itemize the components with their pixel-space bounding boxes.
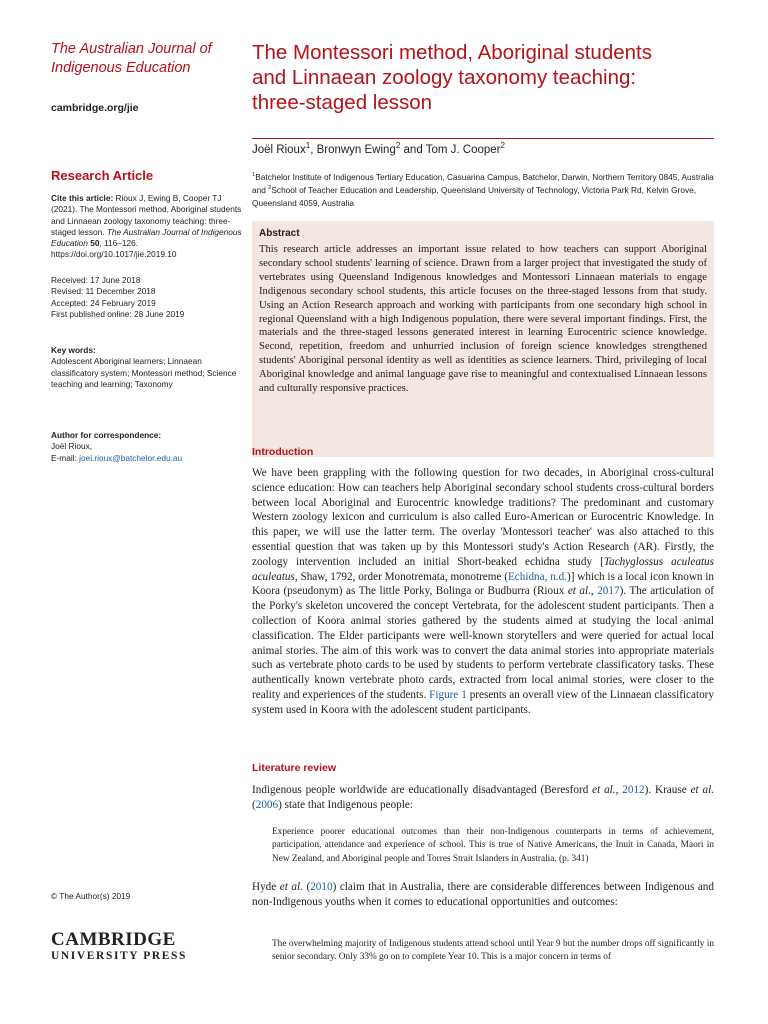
cite-doi[interactable]: , 116–126. https://doi.org/10.1017/jie.2019.10 [51, 238, 177, 260]
title-line-1: The Montessori method, Aboriginal students [252, 41, 652, 64]
title-line-3: three-staged lesson [252, 91, 433, 114]
abstract-box [252, 221, 714, 457]
lit-text-5: ) state that Indigenous people: [278, 798, 413, 811]
hyde-etal: et al. [279, 881, 303, 893]
intro-text-1: We have been grappling with the following question for two decades, in Aboriginal cross-cultural science education: How can teachers help Aboriginal secondary school students cross-cultural borders between local Aboriginal and Eurocentric knowledge traditions? The predominant and customary Western zoology lexicon and curriculum is also called Euro-American or Eurocentric Knowledge. In this paper, we will use the latter term. The overlay 'Montessori teacher' was also attached to this essential question that was taken up by this Montessori study's Action Research (AR). Firstly, the zoology intervention included an initial Short-beaked echidna study [ [252, 467, 714, 568]
lit-etal-1: et al. [592, 784, 616, 796]
lit-text-2: , [615, 784, 623, 796]
literature-review-heading: Literature review [252, 762, 337, 774]
ref-2006-link[interactable]: 2006 [255, 798, 279, 811]
author-sep-2: and [400, 144, 426, 156]
journal-url-link[interactable]: cambridge.org/jie [51, 102, 139, 114]
citation-block [51, 193, 243, 261]
intro-text-3: )] which is a local icon known in Koora (pseudonym) as The little Porky, Bolinga or Budburra (Rioux [252, 570, 714, 598]
lit-text-1: Indigenous people worldwide are educationally disadvantaged (Beresford [252, 784, 593, 796]
intro-text-6: presents an overall view of the Linnaean classificatory system used in Koora with the adolescent student participants. [252, 688, 714, 716]
author-1: Joël Rioux [252, 144, 306, 156]
hyde-text-2: ( [302, 881, 311, 893]
cite-label: Cite this article: [51, 193, 114, 203]
lit-text-3: ). Krause [644, 784, 691, 796]
title-line-2: and Linnaean zoology taxonomy teaching: [252, 66, 637, 89]
intro-heading: Introduction [252, 446, 314, 458]
lit-etal-2: et al. [690, 784, 714, 796]
date-received: Received: 17 June 2018 [51, 275, 141, 285]
article-title [252, 40, 714, 115]
author-2: Bronwyn Ewing [316, 144, 396, 156]
affil-sup-2: 2 [268, 185, 272, 192]
keywords-text: Adolescent Aboriginal learners; Linnaean classificatory system; Montessori method; Science teaching and learning; Taxonomy [51, 356, 237, 389]
ref-2017-link[interactable]: 2017 [597, 585, 620, 598]
abstract-text: This research article addresses an important issue related to how teachers can support Aboriginal secondary school students' learning of science. Drawn from a larger project that investigated the study of vertebrates using Queensland Indigenous knowledges and Montessori Linnaean materials to engage Indigenous secondary school students, this article focuses on the three-staged lessons from that study. Using an Action Research approach and working with participants from one secondary high school in regional Queensland with a high Indigenous population, there were several important findings. First, the materials and the three-staged lessons generated interest in learning Eurocentric science knowledge. Second, repetition, freedom and unhurried inclusion of foreign science knowledges strengthened students' Aboriginal personal identity as well as identities as science learners. Third, privileging of local Aboriginal knowledge and animal language gave rise to meaningful and contextualised Linnaean lessons and culturally responsive practices. [259, 244, 707, 395]
lit-text-4: ( [252, 798, 256, 811]
journal-name-line1: The Australian Journal of [51, 41, 212, 57]
author-3: Tom J. Cooper [425, 144, 501, 156]
publisher-logo [51, 930, 191, 963]
ref-2012-link[interactable]: 2012 [622, 784, 645, 796]
authors [252, 141, 505, 156]
correspondence-label: Author for correspondence: [51, 430, 162, 440]
block-quote-1: Experience poorer educational outcomes than their non-Indigenous counterparts in terms of achievement, participation, attendance and experience of school. This is true of Native Americans, the Inuit in Canada, Maori in New Zealand, and Aboriginal people and Torres Strait Islanders in Australia. (p. 341) [272, 827, 714, 864]
hyde-text-3: ) claim that in Australia, there are considerable differences between Indigenous and non-Indigenous youths when it comes to educational opportunities and outcomes: [252, 881, 714, 908]
sidebar [51, 40, 242, 962]
correspondence-block [51, 430, 243, 464]
affil-text-1: Batchelor Institute of Indigenous Tertiary Education, Casuarina Campus, Batchelor, Darwin, Northern Territory 0845, Australia and [252, 172, 714, 195]
author-sep-1: , [310, 144, 317, 156]
email-link[interactable]: joel.rioux@batchelor.edu.au [79, 452, 183, 463]
journal-name [51, 40, 241, 78]
intro-paragraph [252, 466, 714, 718]
publisher-line2: UNIVERSITY PRESS [51, 950, 188, 962]
intro-text-4: , [590, 585, 598, 598]
dates-block [51, 275, 243, 320]
intro-etal: et al. [567, 585, 591, 598]
cite-text: Rioux J, Ewing B, Cooper TJ (2021). The Montessori method, Aboriginal students and Linnaean zoology taxonomy teaching: three-staged lesson. [51, 193, 242, 237]
keywords-label: Key words: [51, 345, 96, 355]
author-3-sup: 2 [500, 141, 505, 151]
date-revised: Revised: 11 December 2018 [51, 286, 156, 297]
intro-text-2: , Shaw, 1792, order Monotremata, monotreme ( [294, 570, 508, 583]
affiliations [252, 171, 714, 210]
cite-journal: The Australian Journal of Indigenous Education [51, 226, 242, 249]
hyde-paragraph [252, 880, 714, 910]
species-name: Tachyglossus aculeatus aculeatus [252, 555, 715, 583]
publisher-line1: CAMBRIDGE [51, 929, 176, 950]
cite-volume: 50 [87, 238, 100, 249]
affil-sup-1: 1 [252, 172, 256, 179]
author-2-sup: 2 [395, 141, 401, 151]
hyde-text-1: Hyde [252, 881, 280, 893]
journal-name-line2: Indigenous Education [51, 60, 191, 76]
date-published: First published online: 28 June 2019 [51, 308, 185, 319]
email-label: E-mail: [51, 452, 80, 463]
date-accepted: Accepted: 24 February 2019 [51, 297, 156, 308]
lit-paragraph [252, 783, 714, 813]
affil-text-2: School of Teacher Education and Leadership, Queensland University of Technology, Victoria Park Rd, Kelvin Grove, Queensland 4059, Australia [252, 185, 697, 208]
abstract-heading: Abstract [259, 228, 300, 239]
title-divider [252, 138, 714, 139]
ref-echidna-link[interactable]: Echidna, n.d. [507, 570, 567, 583]
keywords-block [51, 345, 243, 390]
block-quote-2: The overwhelming majority of Indigenous students attend school until Year 9 but the number drops off significantly in senior secondary. Only 33% go on to complete Year 10. This is a major concern in terms of [272, 939, 714, 963]
article-type: Research Article [51, 168, 154, 183]
author-1-sup: 1 [305, 141, 311, 151]
figure-1-link[interactable]: Figure 1 [429, 688, 467, 701]
copyright: © The Author(s) 2019 [51, 891, 131, 901]
intro-text-5: ). The articulation of the Porky's skeleton uncovered the concept Vertebrata, for the adolescent student participants. Then a collection of Koora animal stories gathered by the students aimed at studying the local animal classification. The Elder participants were well-known storytellers and were queried for actual local animal stories. The aim of this work was to convert the data animal stories into appropriate materials such as vertebrate photo cards to be used by students to perform vertebrate classificatory tasks. These authentically known vertebrate photo cards, extracted from local animal stories, were closer to the reality and experiences of the students. [252, 585, 715, 701]
ref-2010-link[interactable]: 2010 [310, 881, 333, 893]
correspondence-name: Joël Rioux, [51, 441, 93, 452]
main-content [252, 40, 715, 963]
